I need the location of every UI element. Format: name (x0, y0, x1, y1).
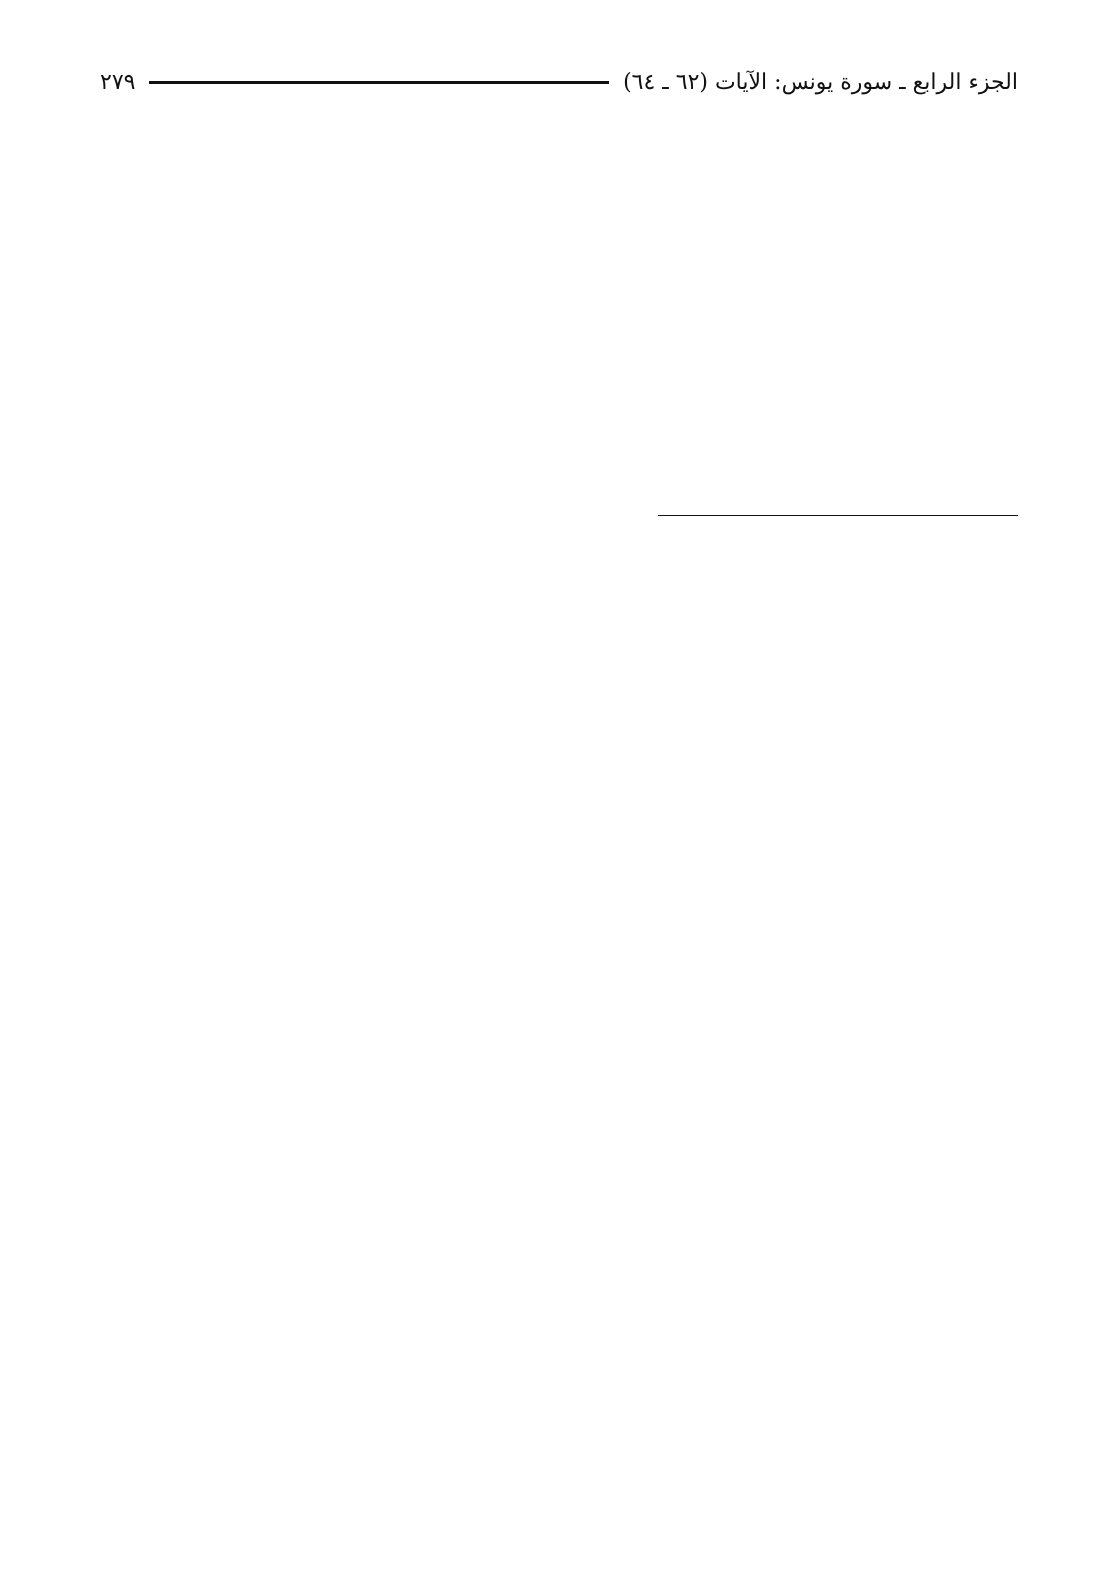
body-paragraph (100, 335, 1018, 373)
footnote (100, 582, 1018, 606)
body-paragraph (100, 223, 1018, 261)
footnote (100, 610, 1018, 634)
running-header (100, 70, 1018, 95)
footnote (100, 526, 1018, 550)
footnotes-rule (658, 515, 1018, 526)
header-rule (149, 81, 609, 84)
footnote (100, 638, 1018, 662)
running-title: الجزء الرابع ـ سورة يونس: الآيات (٦٢ ـ ٦٤) (623, 70, 1018, 95)
body-paragraph (100, 279, 1018, 317)
body-paragraph (100, 391, 1018, 429)
footnote (100, 554, 1018, 578)
footnotes (100, 526, 1018, 746)
body-paragraph (100, 111, 1018, 149)
body-paragraph (100, 167, 1018, 205)
body-paragraph (100, 447, 1018, 485)
footnote (100, 722, 1018, 746)
footnote (100, 666, 1018, 690)
body-text (100, 111, 1018, 485)
footnote (100, 694, 1018, 718)
page-number: ٢٧٩ (100, 70, 136, 95)
